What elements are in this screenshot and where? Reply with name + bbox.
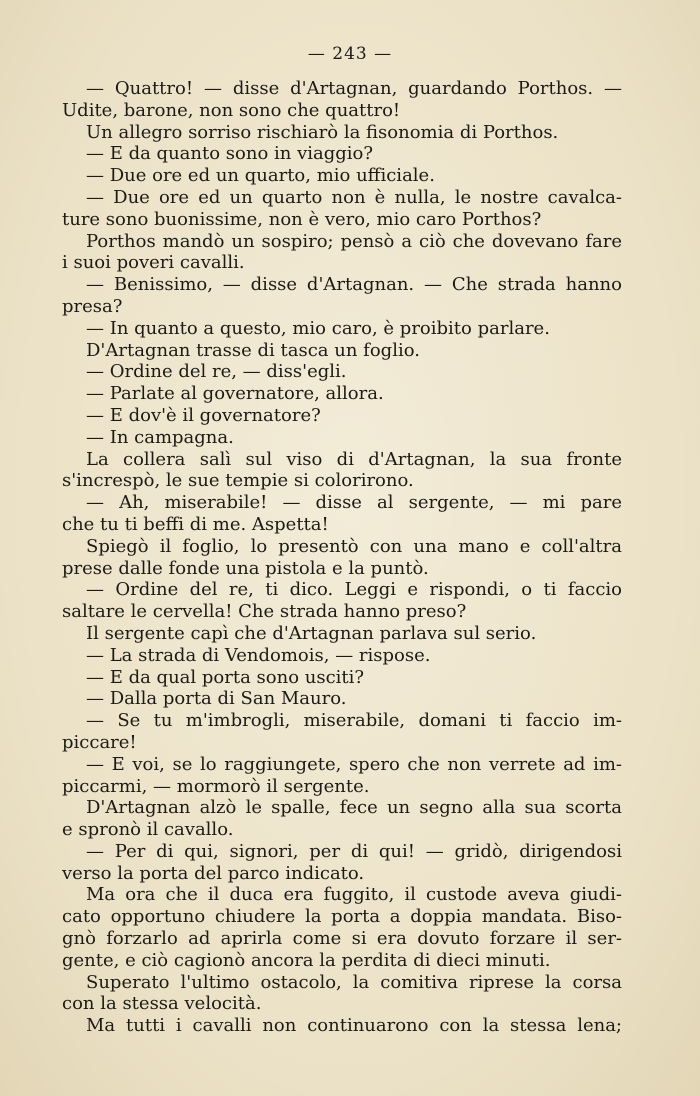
text-line: D'Artagnan trasse di tasca un foglio.	[86, 339, 420, 361]
text-line: — Dalla porta di San Mauro.	[86, 688, 347, 710]
text-line: Spiegò il foglio, lo presentò con una mano e coll'altra	[86, 535, 622, 557]
text-line: — Se tu m'imbrogli, miserabile, domani ti faccio im-	[86, 710, 622, 732]
text-line: — E da qual porta sono usciti?	[86, 666, 365, 688]
text-line: e spronò il cavallo.	[62, 819, 234, 841]
text-line: Superato l'ultimo ostacolo, la comitiva riprese la corsa	[86, 971, 622, 993]
text-line: saltare le cervella! Che strada hanno preso?	[62, 601, 467, 623]
text-line: — E da quanto sono in viaggio?	[86, 143, 374, 165]
text-line: piccarmi, — mormorò il sergente.	[62, 775, 370, 797]
text-line: con la stessa velocità.	[62, 993, 262, 1015]
text-line: Un allegro sorriso rischiarò la fisonomia di Porthos.	[86, 121, 559, 143]
text-line: — In quanto a questo, mio caro, è proibito parlare.	[86, 317, 550, 339]
page-number: — 243 —	[307, 44, 393, 64]
text-line: — E voi, se lo raggiungete, spero che non verrete ad im-	[86, 753, 622, 775]
text-line: s'increspò, le sue tempie si colorirono.	[62, 470, 414, 492]
text-line: — Ordine del re, — diss'egli.	[86, 361, 347, 383]
text-line: — Ordine del re, ti dico. Leggi e rispondi, o ti faccio	[86, 579, 622, 601]
text-line: piccare!	[62, 731, 137, 753]
text-line: — Due ore ed un quarto non è nulla, le nostre cavalca-	[86, 186, 622, 208]
text-line: Udite, barone, non sono che quattro!	[62, 99, 401, 121]
text-line: — La strada di Vendomois, — rispose.	[86, 644, 431, 666]
text-line: cato opportuno chiudere la porta a doppia mandata. Biso-	[62, 906, 622, 928]
text-line: La collera salì sul viso di d'Artagnan, la sua fronte	[86, 448, 622, 470]
text-line: gnò forzarlo ad aprirla come si era dovuto forzare il ser-	[62, 928, 622, 950]
text-line: D'Artagnan alzò le spalle, fece un segno alla sua scorta	[86, 797, 622, 819]
text-line: — Due ore ed un quarto, mio ufficiale.	[86, 165, 435, 187]
text-line: Porthos mandò un sospiro; pensò a ciò che dovevano fare	[86, 230, 622, 252]
text-line: — Per di qui, signori, per di qui! — gridò, dirigendosi	[86, 840, 622, 862]
body-text	[62, 78, 622, 1037]
text-line: verso la porta del parco indicato.	[62, 862, 365, 884]
text-line: — Benissimo, — disse d'Artagnan. — Che strada hanno	[86, 274, 622, 296]
text-line: i suoi poveri cavalli.	[62, 252, 245, 274]
text-line: che tu ti beffi di me. Aspetta!	[62, 513, 329, 535]
text-line: gente, e ciò cagionò ancora la perdita di dieci minuti.	[62, 949, 551, 971]
text-line: — Parlate al governatore, allora.	[86, 383, 384, 405]
text-line: Ma ora che il duca era fuggito, il custode aveva giudi-	[86, 884, 622, 906]
text-line: — Quattro! — disse d'Artagnan, guardando Porthos. —	[86, 78, 622, 99]
text-line: presa?	[62, 295, 123, 317]
text-line: — In campagna.	[86, 426, 234, 448]
text-line: Il sergente capì che d'Artagnan parlava sul serio.	[86, 622, 537, 644]
text-line: Ma tutti i cavalli non continuarono con la stessa lena;	[86, 1015, 622, 1037]
text-line: prese dalle fonde una pistola e la puntò.	[62, 557, 429, 579]
text-line: ture sono buonissime, non è vero, mio caro Porthos?	[62, 208, 542, 230]
text-line: — Ah, miserabile! — disse al sergente, — mi pare	[86, 492, 622, 514]
text-line: — E dov'è il governatore?	[86, 404, 321, 426]
